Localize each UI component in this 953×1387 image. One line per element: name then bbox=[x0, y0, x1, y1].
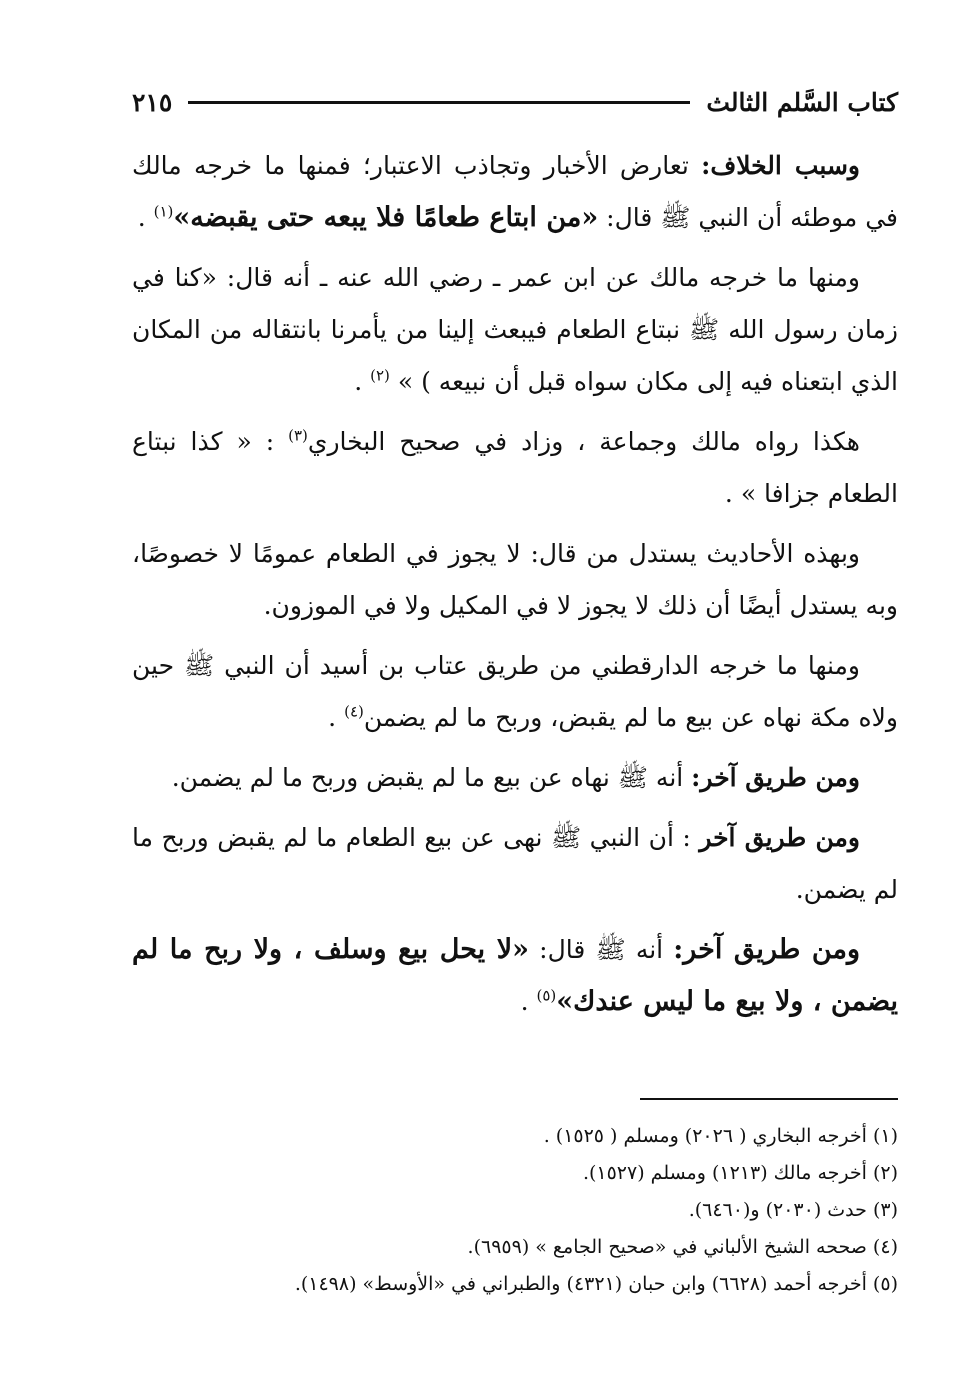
footnotes bbox=[132, 1118, 898, 1303]
header-rule bbox=[188, 101, 690, 104]
para-tail: . bbox=[520, 987, 537, 1016]
footnote-2: (٢) أخرجه مالك (١٢١٣) ومسلم (١٥٢٧). bbox=[582, 1162, 898, 1184]
footnote-1: (١) أخرجه البخاري ( ٢٠٢٦) ومسلم ( ١٥٢٥) . bbox=[543, 1125, 898, 1147]
paragraph-4 bbox=[132, 528, 898, 632]
footnote-ref: (٣) bbox=[288, 426, 308, 445]
book-title: كتاب السَّلم الثالث bbox=[706, 87, 898, 117]
footnote-ref: (٥) bbox=[536, 986, 557, 1005]
paragraph-2 bbox=[132, 252, 898, 408]
para-text: هكذا رواه مالك وجماعة ، وزاد في صحيح البخاري bbox=[307, 427, 860, 456]
para-tail: : « كذا نبتاع الطعام جزافا » . bbox=[132, 427, 898, 508]
main-text bbox=[132, 140, 898, 1036]
para-tail: . bbox=[137, 203, 154, 232]
para-text: أنه ﷺ نهاه عن بيع ما لم يقبض وربح ما لم يضمن. bbox=[171, 763, 692, 792]
para-text: أنه ﷺ قال: bbox=[529, 935, 674, 964]
paragraph-3 bbox=[132, 416, 898, 520]
para-lead: ومن طريق آخر: bbox=[673, 934, 860, 965]
paragraph-7 bbox=[132, 812, 898, 916]
footnote-4: (٤) صححه الشيخ الألباني في «صحيح الجامع » (٦٩٥٩). bbox=[467, 1236, 898, 1258]
footnote-5: (٥) أخرجه أحمد (٦٦٢٨) وابن حبان (٤٣٢١) والطبراني في «الأوسط» (١٤٩٨). bbox=[294, 1273, 898, 1295]
footnote-separator bbox=[640, 1098, 898, 1100]
footnote-ref: (١) bbox=[153, 202, 174, 221]
paragraph-8 bbox=[132, 924, 898, 1028]
para-text: : أن النبي ﷺ نهى عن بيع الطعام ما لم يقبض وربح ما لم يضمن. bbox=[132, 823, 898, 904]
para-text: وبهذه الأحاديث يستدل من قال: لا يجوز في الطعام عمومًا لا خصوصًا، وبه يستدل أيضًا أن ذلك لا يجوز لا في المكيل ولا في الموزون. bbox=[132, 539, 898, 620]
para-lead: ومن طريق آخر bbox=[699, 823, 860, 852]
para-tail: . bbox=[328, 703, 345, 732]
footnote-3: (٣) حدث (٢٠٣٠) و(٦٤٦٠). bbox=[688, 1199, 898, 1221]
para-lead: وسبب الخلاف: bbox=[701, 151, 860, 180]
page-header bbox=[132, 84, 898, 120]
footnote-ref: (٤) bbox=[344, 702, 364, 721]
para-lead: ومن طريق آخر: bbox=[691, 763, 860, 792]
page-number: ٢١٥ bbox=[132, 87, 173, 117]
paragraph-1 bbox=[132, 140, 898, 244]
footnote-ref: (٢) bbox=[370, 366, 390, 385]
para-text: ومنها ما خرجه الدارقطني من طريق عتاب بن أسيد أن النبي ﷺ حين ولاه مكة نهاه عن بيع ما لم يقبض، وربح ما لم يضمن bbox=[132, 651, 898, 732]
hadith-quote: «لا يحل بيع وسلف ، ولا ربح ما لم يضمن ، ولا بيع ما ليس عندك» bbox=[132, 934, 898, 1017]
para-text: ومنها ما خرجه مالك عن ابن عمر ـ رضي الله عنه ـ أنه قال: «كنا في زمان رسول الله ﷺ نبتاع الطعام فيبعث إلينا من يأمرنا بانتقاله من المكان الذي ابتعناه فيه إلى مكان سواه قبل أن نبيعه ) » bbox=[132, 263, 898, 396]
para-text: تعارض الأخبار وتجاذب الاعتبار؛ فمنها ما خرجه مالك في موطئه أن النبي ﷺ قال: bbox=[132, 151, 898, 232]
hadith-quote: «من ابتاع طعامًا فلا يبعه حتى يقبضه» bbox=[173, 202, 599, 233]
paragraph-6 bbox=[132, 752, 898, 804]
paragraph-5 bbox=[132, 640, 898, 744]
para-tail: . bbox=[354, 367, 371, 396]
